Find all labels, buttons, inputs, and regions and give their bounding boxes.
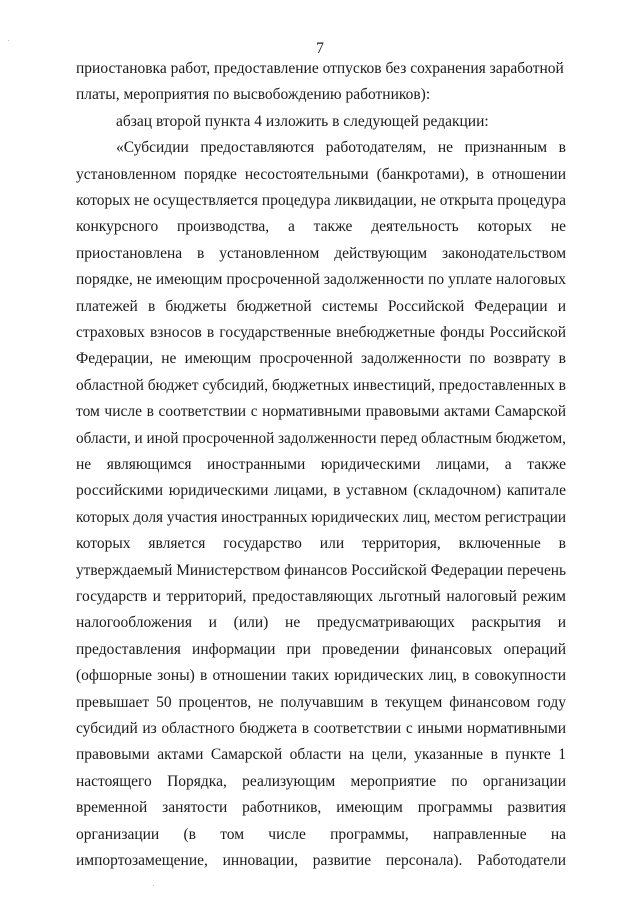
text-line-6: которых не осуществляется процедура ликвидации, не открыта процедура: [76, 192, 566, 209]
text-line-28: настоящего Порядка, реализующим мероприятие по организации: [76, 773, 566, 790]
text-line-2: платы, мероприятия по высвобождению работников):: [76, 86, 431, 103]
text-line-27: правовыми актами Самарской области на цели, указанные в пункте 1: [76, 746, 566, 763]
text-line-16: не являющимся иностранными юридическими лицами, а также: [76, 456, 566, 473]
text-line-24: (офшорные зоны) в отношении таких юридических лиц, в совокупности: [76, 667, 566, 684]
text-line-25: превышает 50 процентов, не получавшим в текущем финансовом году: [76, 694, 566, 711]
text-line-21: государств и территорий, предоставляющих льготный налоговый режим: [76, 588, 566, 605]
text-line-12: Федерации, не имеющим просроченной задолженности по возврату в: [76, 350, 566, 367]
text-line-9: порядке, не имеющим просроченной задолженности по уплате налоговых: [76, 271, 566, 288]
text-line-23: предоставления информации при проведении финансовых операций: [76, 641, 566, 658]
text-line-19: которых является государство или территория, включенные в: [76, 535, 566, 552]
text-line-7: конкурсного производства, а также деятельность которых не: [76, 218, 566, 235]
text-line-5: установленном порядке несостоятельными (банкротами), в отношении: [76, 166, 566, 183]
scan-speck: [8, 40, 9, 41]
text-line-4: «Субсидии предоставляются работодателям, не признанным в: [116, 139, 566, 156]
text-line-10: платежей в бюджеты бюджетной системы Российской Федерации и: [76, 298, 566, 315]
text-line-8: приостановлена в установленном действующим законодательством: [76, 245, 566, 262]
text-line-1: приостановка работ, предоставление отпусков без сохранения заработной: [76, 60, 564, 77]
text-line-15: области, и иной просроченной задолженности перед областным бюджетом,: [76, 430, 566, 447]
page-number: 7: [316, 40, 324, 57]
text-line-13: областной бюджет субсидий, бюджетных инвестиций, предоставленных в: [76, 377, 566, 394]
text-line-29: временной занятости работников, имеющим программы развития: [76, 799, 566, 816]
text-line-22: налогообложения и (или) не предусматривающих раскрытия и: [76, 614, 566, 631]
text-line-14: том числе в соответствии с нормативными правовыми актами Самарской: [76, 403, 566, 420]
text-line-3: абзац второй пункта 4 изложить в следующей редакции:: [116, 113, 489, 130]
text-line-31: импортозамещение, инновации, развитие персонала). Работодатели: [76, 852, 566, 869]
text-line-26: субсидий из областного бюджета в соответствии с иными нормативными: [76, 720, 566, 737]
text-line-20: утверждаемый Министерством финансов Российской Федерации перечень: [76, 562, 566, 579]
text-line-17: российскими юридическими лицами, в уставном (складочном) капитале: [76, 482, 566, 499]
text-line-30: организации (в том числе программы, направленные на: [76, 826, 566, 843]
scan-speck: [153, 885, 154, 886]
text-line-11: страховых взносов в государственные внебюджетные фонды Российской: [76, 324, 566, 341]
text-line-18: которых доля участия иностранных юридических лиц, местом регистрации: [76, 509, 566, 526]
